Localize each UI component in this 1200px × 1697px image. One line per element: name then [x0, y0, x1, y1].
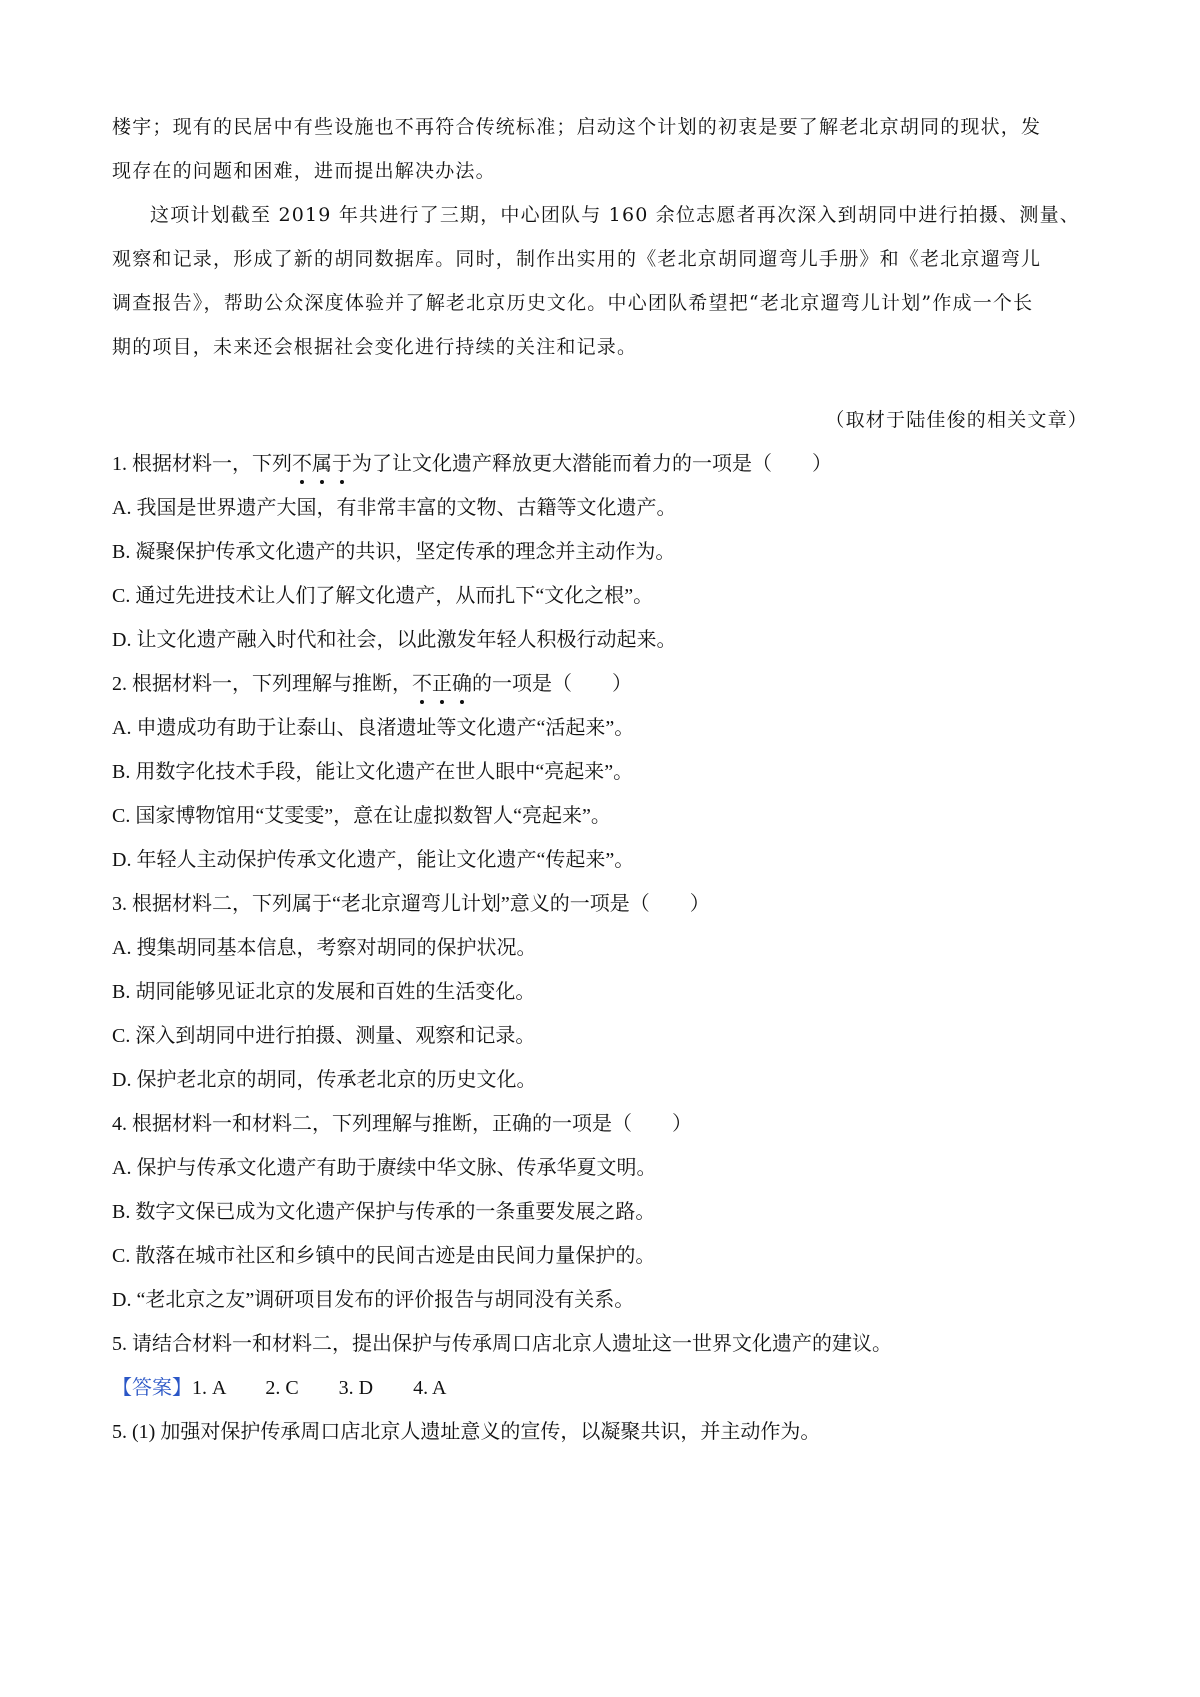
question-4-stem: 4. 根据材料一和材料二，下列理解与推断，正确的一项是（ ）	[112, 1113, 692, 1135]
question-3-option-c: C. 深入到胡同中进行拍摄、测量、观察和记录。	[112, 1025, 536, 1047]
emphasis-char: 不	[292, 453, 312, 475]
emphasis-char: 属	[312, 453, 332, 475]
emphasis-char: 于	[332, 453, 352, 475]
question-2-stem: 2. 根据材料一，下列理解与推断，不正确的一项是（ ）	[112, 673, 632, 695]
question-2-option-c: C. 国家博物馆用“艾雯雯”，意在让虚拟数智人“亮起来”。	[112, 805, 611, 827]
answer-tag: 【答案】	[112, 1377, 192, 1399]
question-4-option-c: C. 散落在城市社区和乡镇中的民间古迹是由民间力量保护的。	[112, 1245, 656, 1267]
question-4-option-d: D. “老北京之友”调研项目发布的评价报告与胡同没有关系。	[112, 1289, 635, 1311]
question-2-option-b: B. 用数字化技术手段，能让文化遗产在世人眼中“亮起来”。	[112, 761, 634, 783]
question-1-option-b: B. 凝聚保护传承文化遗产的共识，坚定传承的理念并主动作为。	[112, 541, 676, 563]
question-3-option-b: B. 胡同能够见证北京的发展和百姓的生活变化。	[112, 981, 536, 1003]
question-1-stem: 1. 根据材料一，下列不属于为了让文化遗产释放更大潜能而着力的一项是（ ）	[112, 453, 832, 475]
emphasis-char: 不	[412, 673, 432, 695]
question-1-option-c: C. 通过先进技术让人们了解文化遗产，从而扎下“文化之根”。	[112, 585, 654, 607]
question-3-option-a: A. 搜集胡同基本信息，考察对胡同的保护状况。	[112, 937, 537, 959]
question-4-option-a: A. 保护与传承文化遗产有助于赓续中华文脉、传承华夏文明。	[112, 1157, 657, 1179]
question-5-stem: 5. 请结合材料一和材料二，提出保护与传承周口店北京人遗址这一世界文化遗产的建议。	[112, 1333, 892, 1355]
question-3-stem: 3. 根据材料二，下列属于“老北京遛弯儿计划”意义的一项是（ ）	[112, 893, 710, 915]
material-line: 观察和记录，形成了新的胡同数据库。同时，制作出实用的《老北京胡同遛弯儿手册》和《老北京遛弯儿	[112, 248, 1042, 270]
answer-choices: 1. A 2. C 3. D 4. A	[192, 1377, 447, 1399]
answer-line	[112, 1371, 1097, 1400]
material-line: 调查报告》，帮助公众深度体验并了解老北京历史文化。中心团队希望把“老北京遛弯儿计划”作成一个长	[112, 292, 1034, 314]
emphasis-char: 确	[452, 673, 472, 695]
question-4-option-b: B. 数字文保已成为文化遗产保护与传承的一条重要发展之路。	[112, 1201, 656, 1223]
question-1-option-a: A. 我国是世界遗产大国，有非常丰富的文物、古籍等文化遗产。	[112, 497, 677, 519]
question-2-option-d: D. 年轻人主动保护传承文化遗产，能让文化遗产“传起来”。	[112, 849, 635, 871]
question-3-option-d: D. 保护老北京的胡同，传承老北京的历史文化。	[112, 1069, 537, 1091]
material-line: 期的项目，未来还会根据社会变化进行持续的关注和记录。	[112, 336, 638, 358]
question-2-option-a: A. 申遗成功有助于让泰山、良渚遗址等文化遗产“活起来”。	[112, 717, 635, 739]
emphasis-char: 正	[432, 673, 452, 695]
answer-q5-line: 5. (1) 加强对保护传承周口店北京人遗址意义的宣传，以凝聚共识，并主动作为。	[112, 1421, 821, 1443]
material-line: 现存在的问题和困难，进而提出解决办法。	[112, 160, 496, 182]
material-line: 这项计划截至 2019 年共进行了三期，中心团队与 160 余位志愿者再次深入到胡同中进行拍摄、测量、	[150, 204, 1080, 226]
question-1-option-d: D. 让文化遗产融入时代和社会，以此激发年轻人积极行动起来。	[112, 629, 677, 651]
source-citation: （取材于陆佳俊的相关文章）	[825, 409, 1088, 431]
material-line: 楼宇；现有的民居中有些设施也不再符合传统标准；启动这个计划的初衷是要了解老北京胡同的现状，发	[112, 116, 1042, 138]
